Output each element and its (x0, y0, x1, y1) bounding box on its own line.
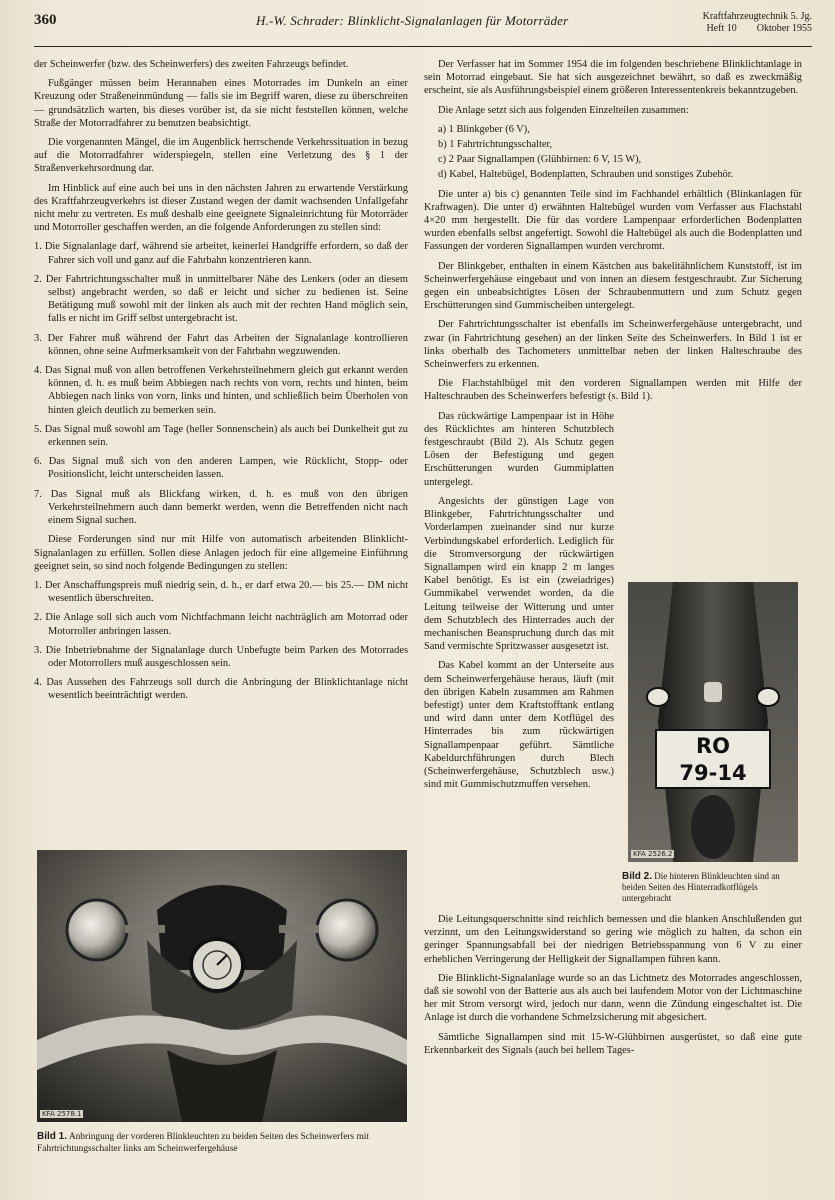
parts-list (424, 123, 802, 182)
list-item: 6. Das Signal muß sich von den anderen Lampen, wie Rücklicht, Stopp- oder Positionslicht, leicht unterscheiden lassen. (34, 456, 408, 481)
figure-label: Bild 2. (622, 871, 653, 882)
list-item: 2. Die Anlage soll sich auch vom Nichtfachmann leicht nachträglich am Motorrad oder Motorroller anbringen lassen. (34, 612, 408, 637)
journal-issue-date: Heft 10 Oktober 1955 (706, 22, 812, 34)
paragraph: Fußgänger müssen beim Herannahen eines Motorrades im Dunkeln an einer Kreuzung oder Straßeneinmündung — falls sie im Begriff waren, diese zu überschreiten — grundsätzlich warten, bis dieses vorüber ist, da sie nicht feststellen können, welche Straße der Motorradfahrer zu benutzen beabsichtigt. (34, 78, 408, 129)
motorcycle-front-photo (37, 850, 407, 1122)
caption-text: Anbringung der vorderen Blinkleuchten zu beiden Seiten des Scheinwerfers mit Fahrtrichtungsschalter links am Scheinwerfergehäuse (37, 1132, 370, 1154)
plate-line-1: RO (695, 734, 731, 758)
figure-2-photo (628, 582, 798, 862)
right-column-continued (424, 913, 802, 1063)
requirements-list (34, 240, 408, 527)
figure-1-photo (37, 850, 407, 1122)
list-item: c) 2 Paar Signallampen (Glühbirnen: 6 V, 15 W), (438, 154, 642, 166)
list-item: 1. Die Signalanlage darf, während sie arbeitet, keinerlei Handgriffe erfordern, so daß der Fahrer sich voll und ganz auf die Fahrbahn konzentrieren kann. (34, 241, 408, 266)
list-item: 4. Das Signal muß von allen betroffenen Verkehrsteilnehmern gleich gut erkannt werden können, d. h. es muß beim Abbiegen nach rechts von vorn, rechts und hinten, beim Abbiegen nach links von vorn, links und hinten, und schließlich beim Überholen von hinten gleich deutlich zu bemerken sein. (34, 365, 408, 416)
journal-volume: Kraftfahrzeugtechnik 5. Jg. (702, 11, 812, 22)
conditions-list (34, 579, 408, 703)
figure-code: KFA 2526.2 (633, 850, 673, 858)
plate-line-2: 79-14 (679, 761, 747, 785)
paragraph: Die Flachstahlbügel mit den vorderen Signallampen werden mit Hilfe der Halteschrauben des Scheinwerfers befestigt (s. Bild 1). (424, 378, 802, 403)
running-title: H.-W. Schrader: Blinklicht-Signalanlagen für Motorräder (256, 13, 569, 28)
left-column (34, 58, 408, 709)
list-item: 3. Die Inbetriebnahme der Signalanlage durch Unbefugte beim Parken des Motorrades oder Motorrollers muß ausgeschlossen sein. (34, 644, 408, 669)
page-number: 360 (34, 12, 57, 28)
list-item: b) 1 Fahrtrichtungsschalter, (438, 139, 553, 151)
paragraph: Die unter a) bis c) genannten Teile sind im Fachhandel erhältlich (Blinkanlagen für Kraftwagen). Die unter d) erwähnten Haltebügel wurden vom Verfasser aus Flachstahl 4×20 mm hergestellt. Die für das vordere Lampenpaar erforderlichen Bodenplatten wurden ebenfalls selbst angefertigt. Sowohl die Haltebügel als auch die Bodenplatten und Fassungen der vorderen Signallampen wurden verchromt. (424, 188, 802, 253)
paragraph: Die Anlage setzt sich aus folgenden Einzelteilen zusammen: (438, 104, 689, 116)
list-item: 5. Das Signal muß sowohl am Tage (heller Sonnenschein) als auch bei Dunkelheit gut zu erkennen sein. (34, 423, 408, 449)
list-item: 4. Das Aussehen des Fahrzeugs soll durch die Anbringung der Blinklichtanlage nicht wesentlich beeinträchtigt werden. (34, 677, 408, 702)
paragraph: Der Blinkgeber, enthalten in einem Kästchen aus bakelitähnlichem Kunststoff, ist im Scheinwerfergehäuse eingebaut und von innen an diesem festgeschraubt. Zur Sicherung gegen ein unbeabsichtigtes Lösen der Schraubenmuttern und zum Schutz gegen Erschütterungen sind Gummischeiben untergelegt. (424, 260, 802, 312)
motorcycle-rear-photo (628, 582, 798, 862)
list-item: 7. Das Signal muß als Blickfang wirken, d. h. es muß von den übrigen Verkehrsteilnehmern auch dann bemerkt werden, wenn die Betreffenden nicht nach einem Signal suchen. (34, 488, 408, 527)
list-item: a) 1 Blinkgeber (6 V), (438, 123, 530, 135)
paragraph: Sämtliche Signallampen sind mit 15-W-Glühbirnen ausgerüstet, so daß eine gute Erkennbarkeit des Signals (auch bei hellem Tages- (424, 1031, 802, 1056)
figure-1-caption (37, 1131, 409, 1155)
paragraph: Angesichts der günstigen Lage von Blinkgeber, Fahrtrichtungsschalter und Vorderlampen zueinander sind nur kurze Verbindungskabel erforderlich. Lediglich für die Stromversorgung der rückwärtigen Signallampen wird ein knapp 2 m langes Kabel benötigt. Es ist ein (zweiadriges) Gummikabel verwendet worden, da die Leitung teilweise der Witterung und unter dem Schutzblech des Hinterrades auch der mechanischen Beanspruchung durch das mit Sand vermischte Spritzwasser ausgesetzt ist. (424, 495, 614, 653)
list-item: 3. Der Fahrer muß während der Fahrt das Arbeiten der Signalanlage kontrollieren können, ohne seine Aufmerksamkeit von der Fahrbahn wegzuwenden. (34, 332, 408, 357)
list-item: 2. Der Fahrtrichtungsschalter muß in unmittelbarer Nähe des Lenkers (oder an diesem selbst) angebracht werden, so daß er leicht und sicher zu bedienen ist. Seine Betätigung muß sowohl mit der linken als auch mit der rechten Hand möglich sein, falls er nicht im Griff selbst untergebracht ist. (34, 273, 408, 325)
paragraph: Das rückwärtige Lampenpaar ist in Höhe des Rücklichtes am hinteren Schutzblech festgeschraubt (Bild 2). Als Schutz gegen Lösen der Befestigung und gegen Erschütterungen wurden Gummiplatten untergelegt. (424, 410, 614, 488)
paragraph: der Scheinwerfer (bzw. des Scheinwerfers) des zweiten Fahrzeugs befindet. (34, 59, 349, 70)
paragraph: Diese Forderungen sind nur mit Hilfe von automatisch arbeitenden Blinklicht-Signalanlagen zu erfüllen. Sollen diese Anlagen jedoch für eine allgemeine Einführung geeignet sein, so sind noch folgende Bedingungen zu stellen: (34, 534, 408, 572)
list-item: 1. Der Anschaffungspreis muß niedrig sein, d. h., er darf etwa 20.— bis 25.— DM nicht wesentlich überschreiten. (34, 579, 408, 605)
paragraph: Die Blinklicht-Signalanlage wurde so an das Lichtnetz des Motorrades angeschlossen, daß sie sowohl von der Batterie aus als auch bei laufendem Motor von der Lichtmaschine her mit Strom versorgt wird, jedoch nur dann, wenn die Zündung eingeschaltet ist. Die Anlage ist durch die vorhandene Schmelzsicherung mit abgesichert. (424, 972, 802, 1024)
paragraph: Die Leitungsquerschnitte sind reichlich bemessen und die blanken Anschlußenden gut verzinnt, um den Leitungswiderstand so gering wie möglich zu halten, da schon ein geringer Spannungsabfall bei der niedrigen Betriebsspannung von 6 V zu einer erheblichen Verringerung der Helligkeit der Signallampen führen kann. (424, 914, 802, 965)
paragraph: Der Fahrtrichtungsschalter ist ebenfalls im Scheinwerfergehäuse untergebracht, und zwar (in Fahrtrichtung gesehen) an der linken Seite des Scheinwerfers. In Bild 1 ist er links oberhalb des Tachometers unmittelbar neben der linken Halteschraube des Scheinwerfers zu erkennen. (424, 319, 802, 371)
figure-label: Bild 1. (37, 1131, 68, 1142)
figure-code: KFA 2578.1 (42, 1110, 82, 1118)
figure-2-caption (622, 871, 802, 904)
page-header (34, 10, 812, 47)
wrapped-text-block (424, 495, 614, 791)
journal-info (703, 11, 812, 34)
paragraph: Der Verfasser hat im Sommer 1954 die im folgenden beschriebene Blinklichtanlage in sein Motorrad eingebaut. Sie hat sich ausgezeichnet bewährt, so daß es zweckmäßig erscheint, sie als Ausführungsbeispiel einem größeren Interessentenkreis bekanntzugeben. (424, 59, 802, 97)
caption-text: Die hinteren Blinkleuchten sind an beiden Seiten des Hinterradkotflügels untergebracht (622, 871, 780, 903)
paragraph: Das Kabel kommt an der Unterseite aus dem Scheinwerfergehäuse heraus, läuft (mit den übrigen Kabeln zusammen am Rahmen befestigt) unter dem Kraftstofftank entlang und wird dann unter dem Kotflügel des Hinterrades bis zum rückwärtigen Signallampenpaar geführt. Sämtliche Kabeldurchführungen durch Blech (Scheinwerfergehäuse, Schutzblech usw.) sind mit Gummischutzmuffen versehen. (424, 660, 614, 791)
paragraph: Im Hinblick auf eine auch bei uns in den nächsten Jahren zu erwartende Verstärkung des Kraftfahrzeugverkehrs ist dieser Zustand wegen der damit wachsenden Unfallgefahr nicht mehr zu vertreten. Es muß deshalb eine geeignete Signaleinrichtung für Motorräder und Motorroller geschaffen werden, an die folgende Anforderungen zu stellen sind: (34, 182, 408, 234)
list-item: d) Kabel, Haltebügel, Bodenplatten, Schrauben und sonstiges Zubehör. (438, 169, 734, 181)
paragraph: Die vorgenannten Mängel, die im Augenblick herrschende Verkehrssituation in bezug auf die Motorradfahrer widerspiegeln, stellen eine Verletzung des § 1 der Straßenverkehrsordnung dar. (34, 137, 408, 175)
